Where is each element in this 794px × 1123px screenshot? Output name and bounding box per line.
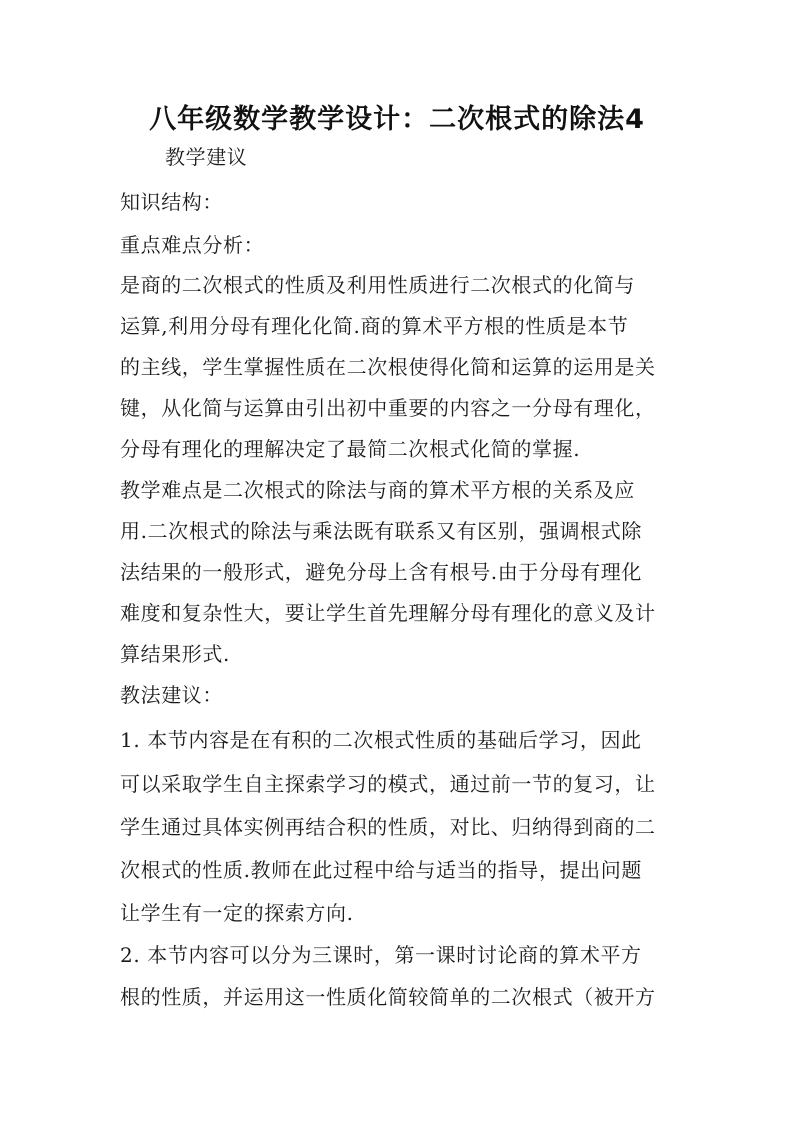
- document-title: 八年级数学教学设计：二次根式的除法4: [149, 104, 645, 135]
- paragraph-line: 次根式的性质.教师在此过程中给与适当的指导，提出问题: [120, 858, 642, 882]
- list-item-1-line: 1. 本节内容是在有积的二次根式性质的基础后学习，因此: [120, 728, 642, 752]
- section-key-difficult-points: 重点难点分析：: [120, 233, 265, 257]
- paragraph-line: 让学生有一定的探索方向.: [120, 901, 354, 925]
- paragraph-line: 运算,利用分母有理化化简.商的算术平方根的性质是本节: [120, 314, 629, 338]
- paragraph-line: 可以采取学生自主探索学习的模式，通过前一节的复习，让: [120, 772, 656, 796]
- paragraph-line: 法结果的一般形式，避免分母上含有根号.由于分母有理化: [120, 560, 642, 584]
- paragraph-line: 难度和复杂性大，要让学生首先理解分母有理化的意义及计: [120, 601, 656, 625]
- subtitle-teaching-suggestions: 教学建议: [165, 145, 248, 169]
- paragraph-line: 根的性质，并运用这一性质化简较简单的二次根式（被开方: [120, 985, 656, 1009]
- paragraph-line: 分母有理化的理解决定了最简二次根式化简的掌握.: [120, 437, 581, 461]
- paragraph-line: 键，从化简与运算由引出初中重要的内容之一分母有理化，: [120, 396, 656, 420]
- paragraph-line: 是商的二次根式的性质及利用性质进行二次根式的化简与: [120, 273, 635, 297]
- paragraph-line: 的主线，学生掌握性质在二次根使得化简和运算的运用是关: [120, 355, 656, 379]
- paragraph-line: 算结果形式.: [120, 642, 230, 666]
- paragraph-line: 学生通过具体实例再结合积的性质，对比、归纳得到商的二: [120, 815, 656, 839]
- list-item-2-line: 2. 本节内容可以分为三课时，第一课时讨论商的算术平方: [120, 943, 642, 967]
- paragraph-line: 用.二次根式的除法与乘法既有联系又有区别，强调根式除: [120, 519, 642, 543]
- section-teaching-method: 教法建议：: [120, 683, 223, 707]
- paragraph-line: 教学难点是二次根式的除法与商的算术平方根的关系及应: [120, 478, 635, 502]
- section-knowledge-structure: 知识结构：: [120, 190, 223, 214]
